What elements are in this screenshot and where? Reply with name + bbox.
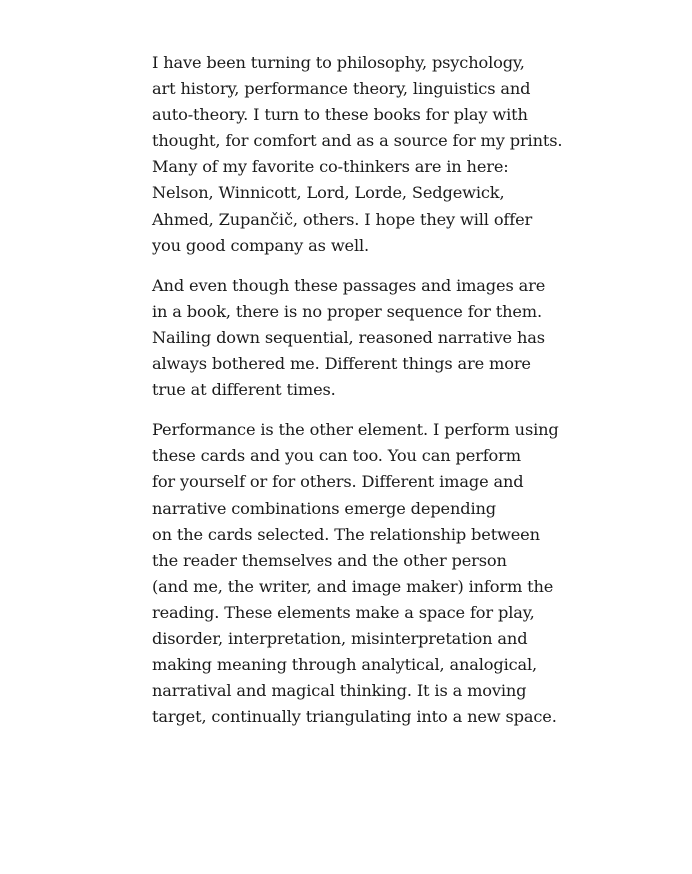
- text-line: Ahmed, Zupančič, others. I hope they will offer: [152, 209, 533, 229]
- text-line: disorder, interpretation, misinterpretation and: [152, 628, 528, 648]
- text-line: (and me, the writer, and image maker) inform the: [152, 576, 554, 596]
- text-line: And even though these passages and images are: [152, 275, 546, 295]
- text-line: in a book, there is no proper sequence for them.: [152, 301, 542, 321]
- text-line: thought, for comfort and as a source for my prints.: [152, 131, 563, 151]
- text-line: narrative combinations emerge depending: [152, 498, 496, 518]
- text-line: auto-theory. I turn to these books for play with: [152, 105, 528, 125]
- text-line: reading. These elements make a space for play,: [152, 602, 535, 622]
- paragraph-3: [152, 417, 592, 730]
- text-line: Nelson, Winnicott, Lord, Lorde, Sedgewick,: [152, 183, 505, 203]
- text-line: true at different times.: [152, 380, 336, 400]
- text-line: Performance is the other element. I perform using: [152, 420, 559, 440]
- text-line: Many of my favorite co-thinkers are in here:: [152, 157, 509, 177]
- text-line: always bothered me. Different things are more: [152, 354, 531, 374]
- paragraph-2: [152, 273, 592, 403]
- text-line: Nailing down sequential, reasoned narrative has: [152, 327, 545, 347]
- text-line: making meaning through analytical, analogical,: [152, 655, 538, 675]
- text-line: the reader themselves and the other person: [152, 550, 507, 570]
- body-text: [152, 50, 592, 744]
- text-line: for yourself or for others. Different image and: [152, 472, 524, 492]
- text-line: target, continually triangulating into a new space.: [152, 707, 557, 727]
- text-line: I have been turning to philosophy, psychology,: [152, 53, 525, 72]
- paragraph-1: [152, 50, 592, 259]
- text-line: on the cards selected. The relationship between: [152, 524, 540, 544]
- text-line: you good company as well.: [152, 235, 370, 255]
- text-line: narratival and magical thinking. It is a moving: [152, 681, 527, 701]
- text-line: these cards and you can too. You can perform: [152, 446, 521, 466]
- text-line: art history, performance theory, linguistics and: [152, 79, 531, 99]
